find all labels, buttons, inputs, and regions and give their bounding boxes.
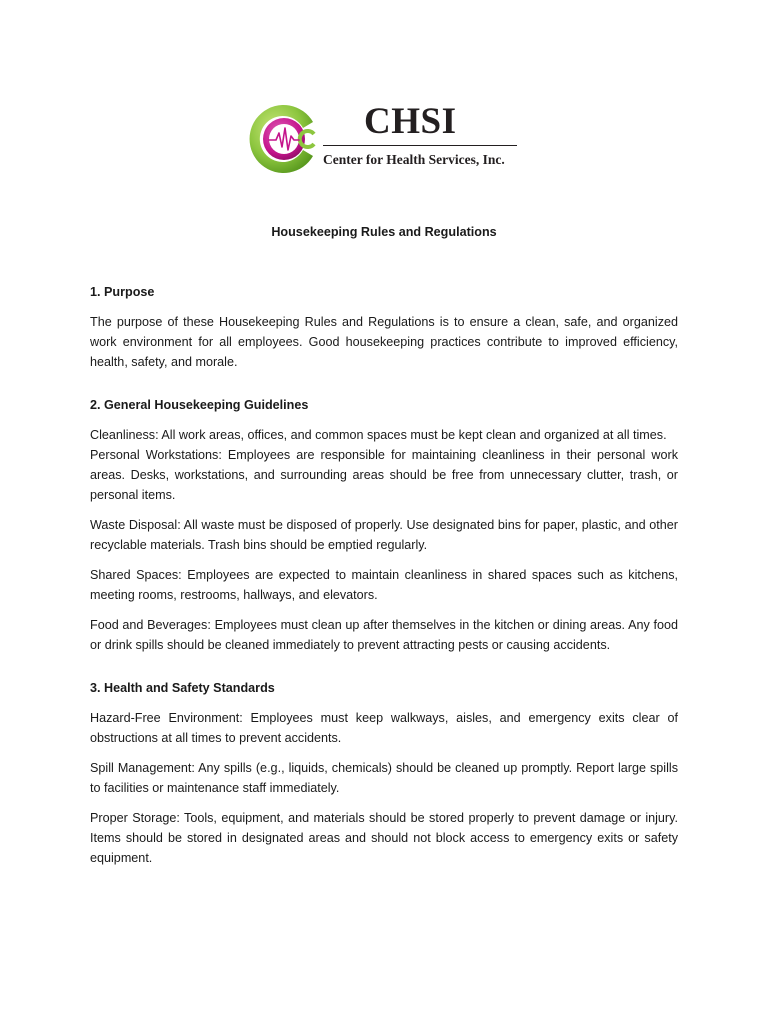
paragraph: Spill Management: Any spills (e.g., liquids, chemicals) should be cleaned up promptly. Report large spills to facilities or maintenance staff immediately. [90,761,678,795]
paragraph: Food and Beverages: Employees must clean up after themselves in the kitchen or dining areas. Any food or drink spills should be cleaned immediately to prevent attracting pests or causing accidents. [90,618,678,652]
paragraph: Cleanliness: All work areas, offices, and common spaces must be kept clean and organized at all times. [90,428,667,442]
brand-name: CHSI [364,101,457,142]
section-heading: 1. Purpose [90,285,155,299]
brand-divider [323,145,517,146]
section-heading: 3. Health and Safety Standards [90,681,275,695]
paragraph: Shared Spaces: Employees are expected to maintain cleanliness in shared spaces such as kitchens, meeting rooms, restrooms, hallways, and elevators. [90,568,678,602]
company-logo [247,100,527,178]
paragraph: The purpose of these Housekeeping Rules and Regulations is to ensure a clean, safe, and organized work environment for all employees. Good housekeeping practices contribute to improved efficiency, health, safety, and morale. [90,315,678,369]
paragraph: Waste Disposal: All waste must be disposed of properly. Use designated bins for paper, plastic, and other recyclable materials. Trash bins should be emptied regularly. [90,518,678,552]
section-spacer [90,372,678,395]
section-health-safety [90,678,678,868]
paragraph: Hazard-Free Environment: Employees must keep walkways, aisles, and emergency exits clear of obstructions at all times to prevent accidents. [90,711,678,745]
section-general-guidelines [90,395,678,655]
paragraph: Personal Workstations: Employees are responsible for maintaining cleanliness in their personal work areas. Desks, workstations, and surrounding areas should be free from unnecessary clutter, trash, or personal items. [90,448,678,502]
chsi-logo-icon [247,100,321,178]
document-title: Housekeeping Rules and Regulations [271,225,497,239]
brand-subtitle: Center for Health Services, Inc. [323,152,505,167]
paragraph: Proper Storage: Tools, equipment, and materials should be stored properly to prevent damage or injury. Items should be stored in designated areas and should not block access to emergency exits or safety equipment. [90,811,678,865]
section-heading: 2. General Housekeeping Guidelines [90,398,309,412]
section-spacer [90,655,678,678]
section-purpose [90,282,678,372]
document-body [90,282,678,868]
